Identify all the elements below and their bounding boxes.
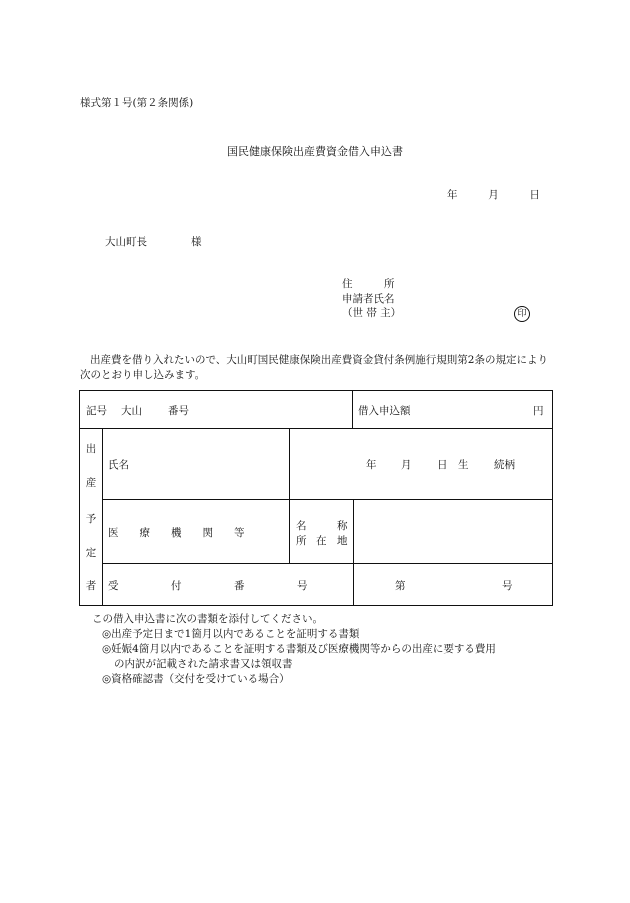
receipt-dai: 第 [395,580,406,592]
row-divider-3 [102,563,553,564]
note-item-2-cont: の内訳が記載された請求書又は領収書 [114,658,293,670]
note-item-1: ◎出産予定日まで1箇月以内であることを証明する書類 [102,628,360,640]
meisho-a: 名 [296,520,307,532]
yen-unit: 円 [533,405,544,417]
col-divider-right [353,499,354,605]
shozaichi-b: 在 [316,535,327,547]
col-divider-mid [289,428,290,563]
date-line [447,187,540,202]
addressee-line [105,234,202,249]
section-char-2: 産 [85,477,97,489]
seal-mark: 印 [514,306,530,322]
table-border-right [552,390,553,606]
birth-year: 年 [366,459,377,471]
section-char-4: 定 [85,547,97,559]
table-border-left [79,390,80,606]
notes-intro: この借入申込書に次の書類を添付してください。 [92,613,323,625]
col-divider-record [352,390,353,428]
section-char-3: 予 [85,513,97,525]
receipt-go: 号 [502,580,513,592]
date-month: 月 [488,189,499,201]
institution-label: 医 療 機 関 等 [108,527,245,539]
page-title: 国民健康保険出産費資金借入申込書 [227,145,403,158]
note-item-2: ◎妊娠4箇月以内であることを証明する書類及び医療機関等からの出産に要する費用 [102,643,496,655]
intro-text: 出産費を借り入れたいので、大山町国民健康保険出産費資金貸付条例施行規則第2条の規定により次のとおり申し込みます。 [80,354,548,381]
row-divider-2 [102,499,553,500]
record-town: 大山 [121,405,142,417]
table-border-top [79,390,553,391]
applicant-name-label: 申請者氏名 [342,292,395,305]
col-divider-section [102,428,103,605]
shozaichi-c: 地 [337,535,348,547]
form-number: 様式第１号(第２条関係) [80,97,194,109]
date-year: 年 [447,189,458,201]
applicant-block [342,277,401,321]
record-number-label: 番号 [168,405,189,417]
relation-label: 続柄 [494,459,515,471]
shozaichi-a: 所 [296,535,307,547]
honorific: 様 [191,236,202,248]
table-border-bottom [79,605,553,606]
birth-month: 月 [401,459,412,471]
note-item-3: ◎資格確認書（交付を受けている場合） [102,673,290,685]
household-head-label: （世 帯 主） [342,307,402,319]
record-label: 記号 [86,405,107,417]
birth-day: 日 [437,459,448,471]
birth-sei: 生 [458,459,469,471]
loan-amount-label: 借入申込額 [358,405,411,417]
date-day: 日 [529,189,540,201]
row-divider-1 [79,428,553,429]
attachment-notes [92,612,496,687]
addressee: 大山町長 [105,236,147,248]
section-char-5: 者 [85,580,97,592]
meisho-b: 称 [337,520,348,532]
receipt-number-label: 受 付 番 号 [108,580,308,592]
section-char-1: 出 [85,443,97,455]
name-label: 氏名 [108,459,129,471]
address-label: 住 所 [342,278,395,290]
